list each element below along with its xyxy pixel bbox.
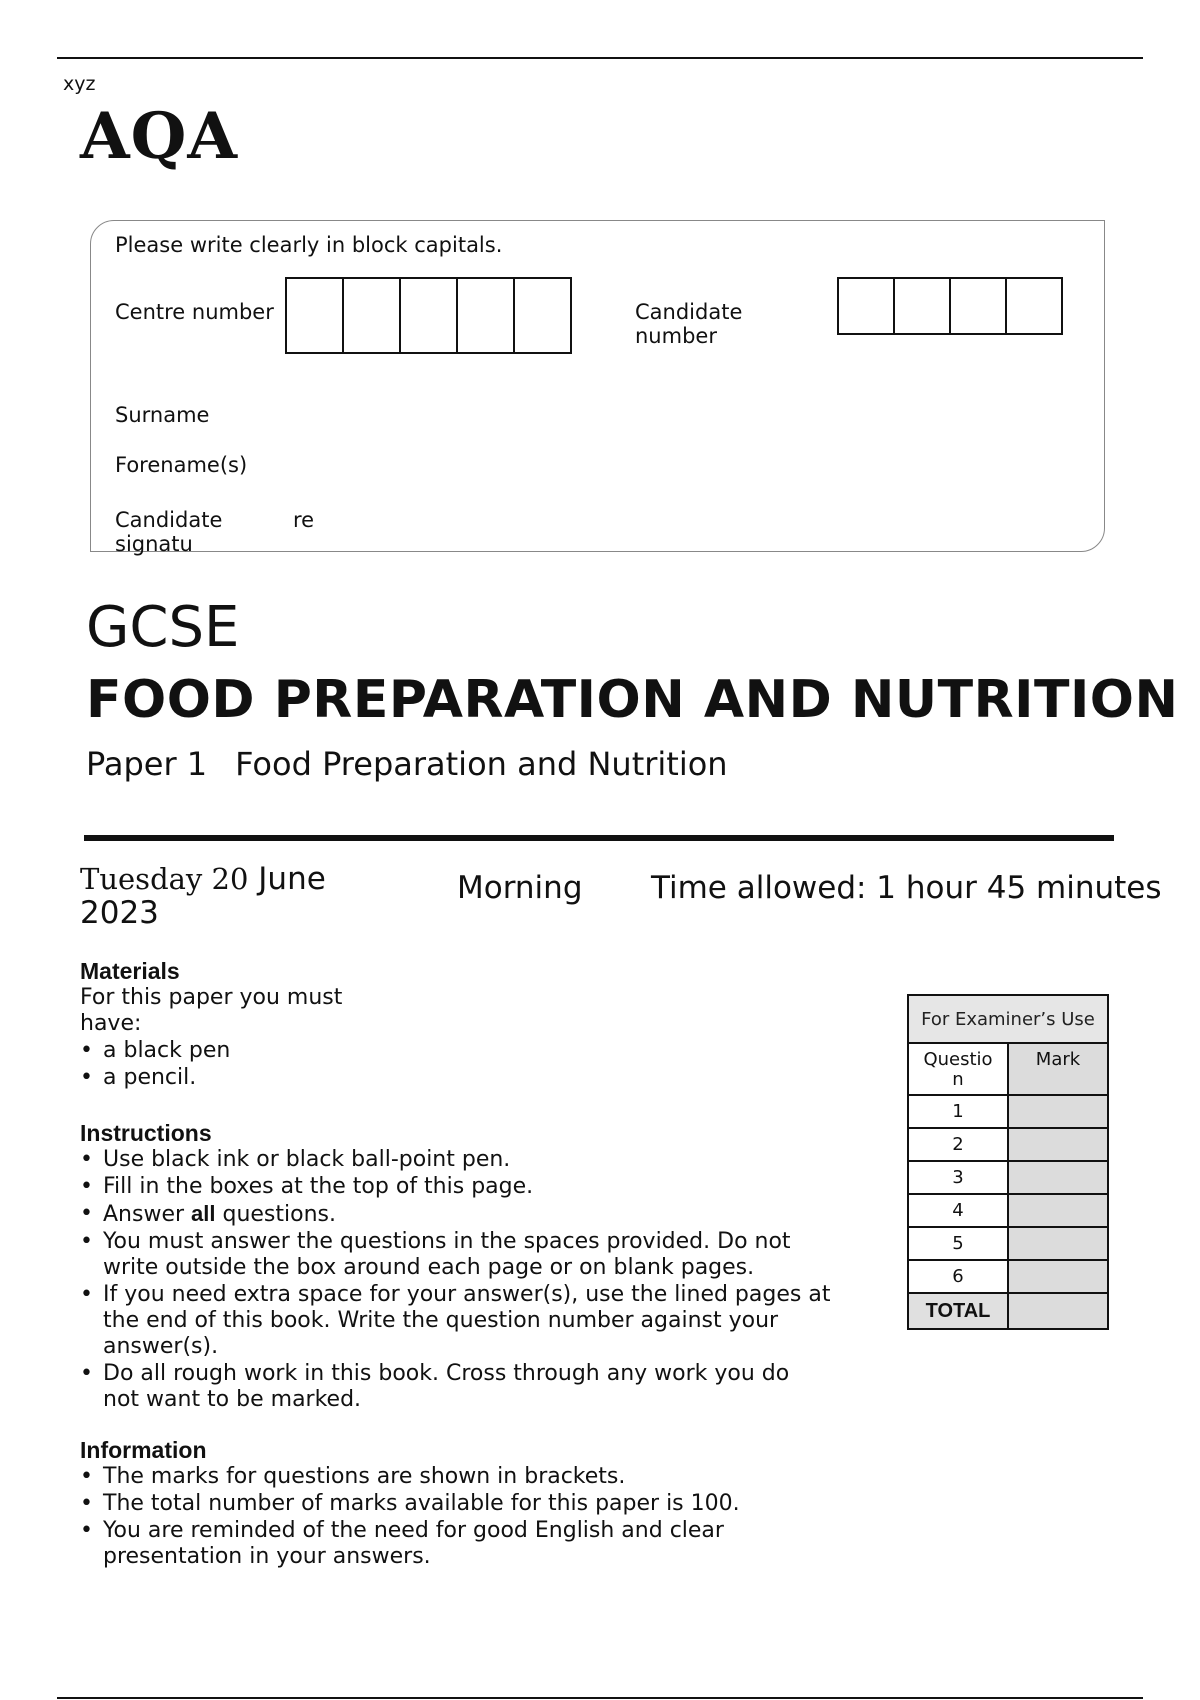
total-mark-cell — [1008, 1293, 1108, 1329]
candidate-signature-label: Candidate signatu — [115, 508, 223, 556]
candidate-signature-label-suffix: re — [293, 508, 315, 532]
question-column-header: Question — [908, 1043, 1008, 1095]
exam-date-day: Tuesday 20 — [80, 862, 249, 896]
list-item: • Do all rough work in this book. Cross through any work you do not want to be marked. — [80, 1361, 823, 1413]
aqa-logo: AQA — [80, 99, 239, 174]
candidate-number-digit[interactable] — [949, 277, 1007, 335]
list-item: • The total number of marks available for this paper is 100. — [80, 1491, 850, 1517]
question-number: 1 — [908, 1095, 1008, 1128]
list-item: • You must answer the questions in the spaces provided. Do not write outside the box around each page or on blank pages. — [80, 1229, 823, 1281]
list-item: • You are reminded of the need for good English and clear presentation in your answers. — [80, 1518, 763, 1570]
centre-number-digit[interactable] — [513, 277, 572, 354]
candidate-number-boxes — [839, 277, 1063, 335]
centre-number-digit[interactable] — [456, 277, 515, 354]
paper-heading — [86, 745, 728, 783]
instructions-heading: Instructions — [80, 1120, 212, 1146]
mark-cell — [1008, 1161, 1108, 1194]
materials-intro: For this paper you must have: — [80, 985, 343, 1036]
candidate-number-digit[interactable] — [1005, 277, 1063, 335]
total-label: TOTAL — [908, 1293, 1008, 1329]
paper-number: Paper 1 — [86, 745, 208, 783]
bottom-rule — [57, 1697, 1143, 1699]
materials-list — [80, 1038, 850, 1092]
question-number: 6 — [908, 1260, 1008, 1293]
mark-cell — [1008, 1194, 1108, 1227]
list-item: • Fill in the boxes at the top of this page. — [80, 1174, 850, 1200]
centre-number-label: Centre number — [115, 300, 274, 324]
information-heading: Information — [80, 1437, 207, 1463]
candidate-details-box — [90, 220, 1105, 552]
mark-column-header: Mark — [1008, 1043, 1108, 1095]
list-item: • Use black ink or black ball-point pen. — [80, 1147, 850, 1173]
materials-heading: Materials — [80, 958, 180, 984]
top-rule — [57, 57, 1143, 59]
mark-cell — [1008, 1128, 1108, 1161]
top-label: xyz — [63, 73, 96, 95]
information-list — [80, 1464, 850, 1571]
exam-session: Morning — [457, 870, 583, 906]
mark-cell — [1008, 1095, 1108, 1128]
question-number: 4 — [908, 1194, 1008, 1227]
centre-number-boxes — [287, 277, 572, 354]
candidate-number-digit[interactable] — [893, 277, 951, 335]
candidate-number-label: Candidate number — [635, 300, 743, 348]
exam-date-month-year: June 2023 — [80, 861, 326, 931]
question-number: 3 — [908, 1161, 1008, 1194]
heading-divider — [84, 835, 1114, 841]
centre-number-digit[interactable] — [342, 277, 401, 354]
exam-level: GCSE — [86, 595, 240, 660]
forenames-label: Forename(s) — [115, 453, 248, 477]
examiner-use-table — [907, 994, 1109, 1330]
centre-number-digit[interactable] — [285, 277, 344, 354]
mark-cell — [1008, 1260, 1108, 1293]
centre-number-digit[interactable] — [399, 277, 458, 354]
exam-date — [80, 862, 340, 930]
list-item: • a black pen — [80, 1038, 850, 1064]
paper-title: Food Preparation and Nutrition — [235, 745, 728, 783]
answer-all-text: Answer all questions. — [103, 1201, 336, 1227]
question-number: 5 — [908, 1227, 1008, 1260]
exam-subject: FOOD PREPARATION AND NUTRITION — [86, 670, 1179, 730]
list-item: • If you need extra space for your answer(s), use the lined pages at the end of this book. Write the question number against your answer(s). — [80, 1282, 843, 1360]
question-number: 2 — [908, 1128, 1008, 1161]
examiner-use-title: For Examiner’s Use — [908, 995, 1108, 1043]
mark-cell — [1008, 1227, 1108, 1260]
surname-label: Surname — [115, 403, 210, 427]
instructions-list — [80, 1147, 850, 1414]
list-item: • a pencil. — [80, 1065, 850, 1091]
candidate-number-digit[interactable] — [837, 277, 895, 335]
block-capitals-instruction: Please write clearly in block capitals. — [115, 233, 503, 257]
list-item: • The marks for questions are shown in brackets. — [80, 1464, 850, 1490]
time-allowed: Time allowed: 1 hour 45 minutes — [651, 870, 1162, 906]
list-item — [80, 1201, 850, 1228]
